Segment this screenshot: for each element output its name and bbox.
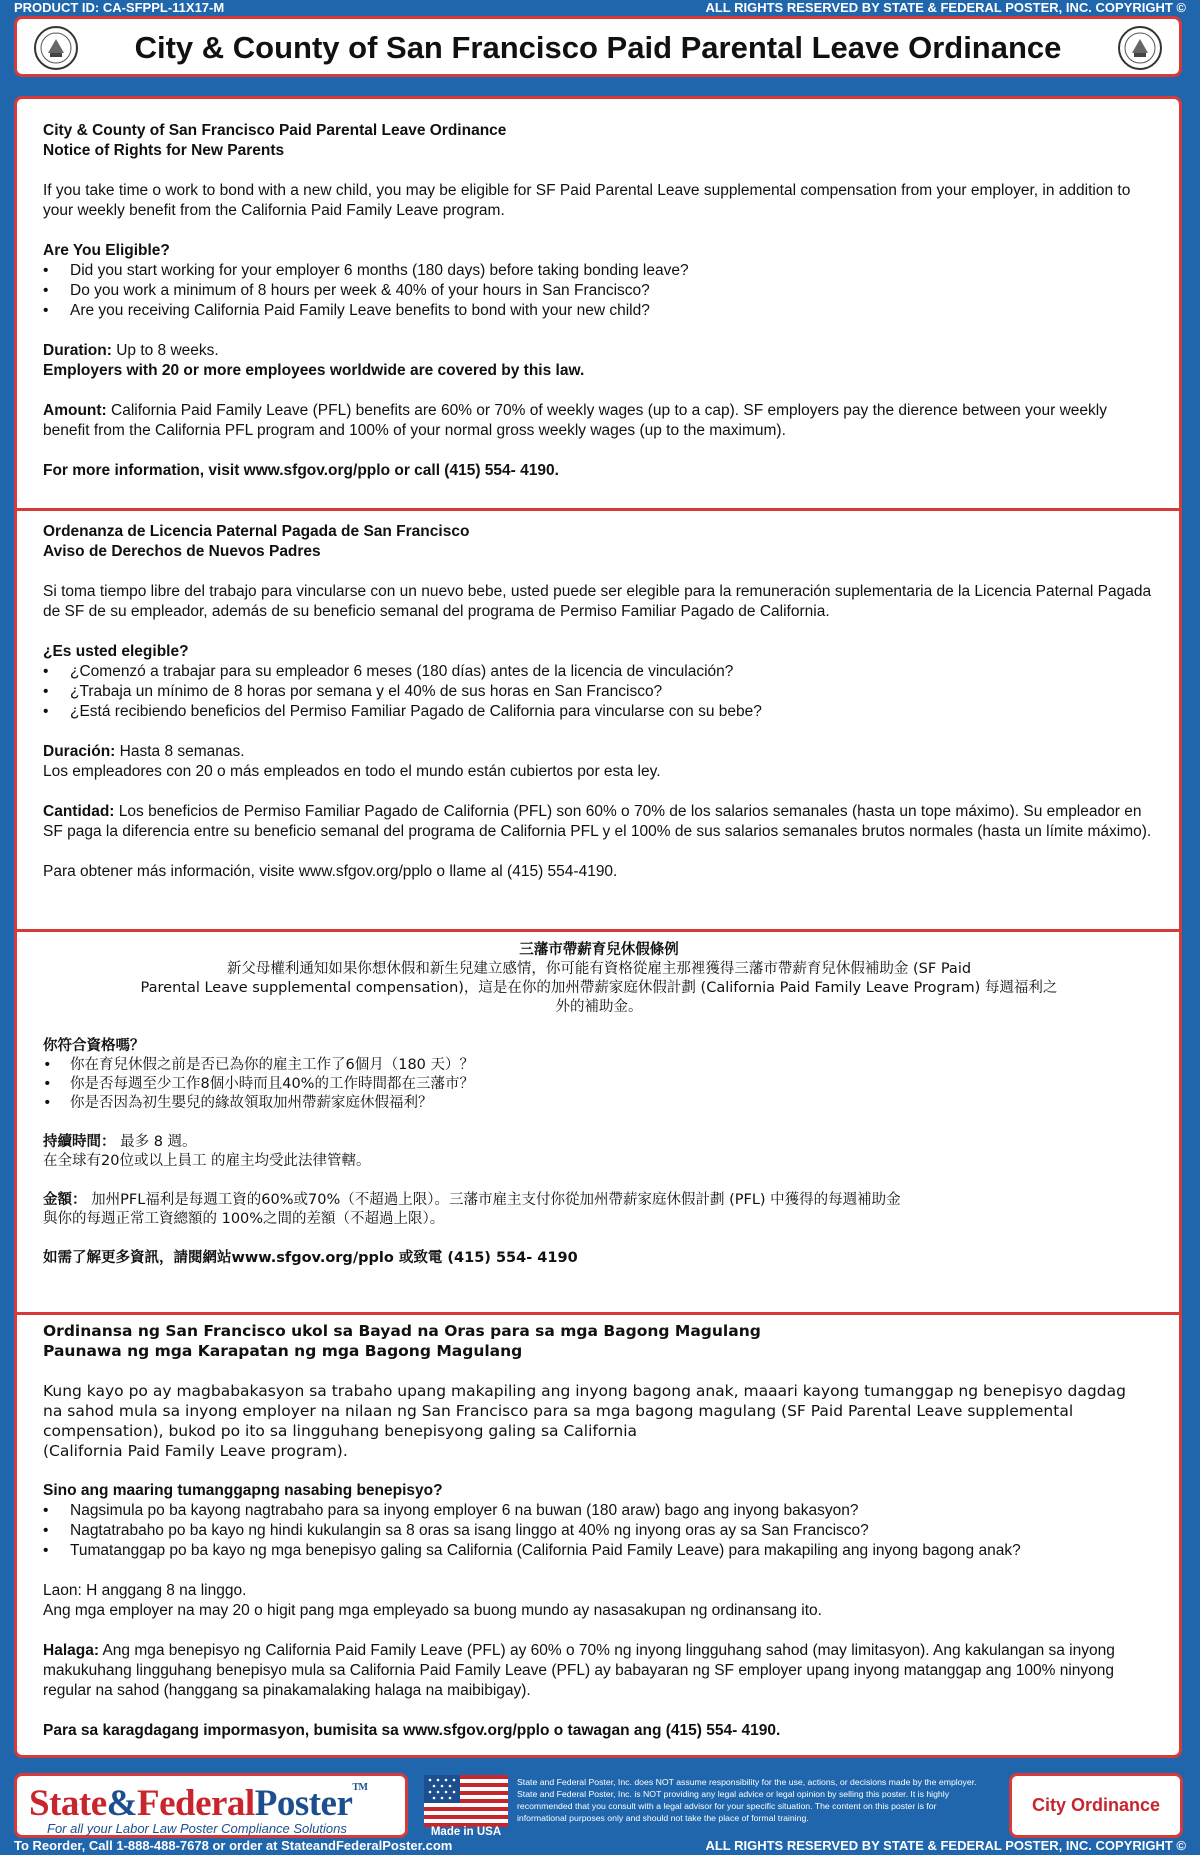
english-eligible-heading: Are You Eligible? bbox=[43, 242, 170, 259]
copyright-bottom: ALL RIGHTS RESERVED BY STATE & FEDERAL POSTER, INC. COPYRIGHT © bbox=[705, 1838, 1186, 1853]
spanish-eligibility-list bbox=[43, 662, 1155, 722]
disclaimer-text: State and Federal Poster, Inc. does NOT assume responsibility for the use, actions, or decisions made by the employer. State and Federal Poster, Inc. is NOT providing any legal advice or legal opinion by selling this poster. It is highly recommended that you consult with a legal advisor for your specific situation. The content on this poster is for informational purposes only and should not take the place of formal training. bbox=[517, 1777, 977, 1823]
category-badge bbox=[1009, 1773, 1183, 1838]
spanish-intro: Si toma tiempo libre del trabajo para vincularse con un nuevo bebe, usted puede ser elegible para la remuneración suplementaria de la Licencia Paternal Pagada de SF de su empleador, además de su beneficio semanal del programa de Permiso Familiar Pagado de California. bbox=[43, 583, 1152, 620]
list-item: • Nagtatrabaho po ba kayo ng hindi kukulangin sa 8 oras sa isang linggo at 40% ng inyong oras ay sa San Francisco? bbox=[43, 1521, 1155, 1541]
spanish-amount: Cantidad: Los beneficios de Permiso Familiar Pagado de California (PFL) son 60% o 70% de los salarios semanales (hasta un tope máximo). Su empleador en SF paga la diferencia entre su beneficio semanal del programa de California PFL y el 100% de sus salarios semanales brutos normales (hasta un límite máximo). bbox=[43, 803, 1152, 840]
english-employers: Employers with 20 or more employees worldwide are covered by this law. bbox=[43, 362, 585, 379]
chinese-heading: 三藩市帶薪育兒休假條例 bbox=[519, 942, 679, 958]
us-flag-icon bbox=[424, 1775, 508, 1827]
english-subheading: Notice of Rights for New Parents bbox=[43, 142, 285, 159]
city-seal-icon bbox=[1117, 25, 1163, 71]
top-bar bbox=[0, 0, 1200, 16]
list-item: • 你是否因為初生嬰兒的緣故領取加州帶薪家庭休假福利？ bbox=[43, 1094, 1155, 1113]
spanish-section bbox=[17, 522, 1179, 882]
chinese-eligible-heading: 你符合資格嗎？ bbox=[43, 1038, 145, 1054]
section-divider bbox=[17, 1312, 1179, 1315]
title-banner bbox=[14, 16, 1182, 77]
section-divider bbox=[17, 508, 1179, 511]
reorder-info: To Reorder, Call 1-888-488-7678 or order at StateandFederalPoster.com bbox=[14, 1838, 453, 1853]
chinese-amount: 金額： 加州PFL福利是每週工資的60%或70%（不超過上限）。三藩市雇主支付你從加州帶薪家庭休假計劃 (PFL) 中獲得的每週補助金 bbox=[43, 1192, 901, 1208]
section-divider bbox=[17, 929, 1179, 932]
tagalog-intro-line: na sahod mula sa inyong employer na nilaan ng San Francisco para sa mga bagong magulang (SF Paid Parental Leave supplemental bbox=[43, 1402, 1074, 1420]
notice-content bbox=[14, 96, 1182, 1758]
english-heading: City & County of San Francisco Paid Parental Leave Ordinance bbox=[43, 122, 507, 139]
list-item: • Are you receiving California Paid Family Leave benefits to bond with your new child? bbox=[43, 301, 1155, 321]
english-duration: Duration: Up to 8 weeks. bbox=[43, 342, 219, 359]
logo-wordmark: State&FederalPoster™ bbox=[29, 1782, 368, 1824]
chinese-section bbox=[17, 941, 1179, 1268]
english-more-info: For more information, visit www.sfgov.org/pplo or call (415) 554- 4190. bbox=[43, 462, 559, 479]
tagalog-intro-line: (California Paid Family Leave program). bbox=[43, 1442, 348, 1460]
list-item: • ¿Está recibiendo beneficios del Permiso Familiar Pagado de California para vincularse con su bebe? bbox=[43, 702, 1155, 722]
category-label: City Ordinance bbox=[1031, 1795, 1161, 1815]
tagalog-duration: Laon: H anggang 8 na linggo. bbox=[43, 1582, 247, 1599]
page-title: City & County of San Francisco Paid Parental Leave Ordinance bbox=[134, 30, 1062, 65]
tagalog-intro-line: Kung kayo po ay magbabakasyon sa trabaho upang makapiling ang inyong bagong anak, maaari kayong tumanggap ng benepisyo dagdag bbox=[43, 1382, 1126, 1400]
tagalog-section bbox=[17, 1321, 1179, 1741]
list-item: • Tumatanggap po ba kayo ng mga benepisyo galing sa California (California Paid Family Leave) para makapiling ang inyong bagong anak? bbox=[43, 1541, 1155, 1561]
product-id: PRODUCT ID: CA-SFPPL-11X17-M bbox=[14, 0, 225, 15]
tagalog-more-info: Para sa karagdagang impormasyon, bumisita sa www.sfgov.org/pplo o tawagan ang (415) 554- 4190. bbox=[43, 1722, 781, 1739]
made-in-usa-label: Made in USA bbox=[430, 1826, 502, 1838]
spanish-eligible-heading: ¿Es usted elegible? bbox=[43, 643, 189, 660]
chinese-intro-line: Parental Leave supplemental compensation)，這是在你的加州帶薪家庭休假計劃 (California Paid Family Leave Program) 每週福利之 bbox=[140, 980, 1058, 996]
list-item: • Do you work a minimum of 8 hours per week & 40% of your hours in San Francisco? bbox=[43, 281, 1155, 301]
spanish-duration: Duración: Hasta 8 semanas. bbox=[43, 743, 245, 760]
tagalog-eligible-heading: Sino ang maaring tumanggapng nasabing benepisyo? bbox=[43, 1482, 443, 1499]
english-amount: Amount: California Paid Family Leave (PFL) benefits are 60% or 70% of weekly wages (up to a cap). SF employers pay the dierence between your weekly benefit from the California PFL program and 100% of your normal gross weekly wages (up to the maximum). bbox=[43, 402, 1107, 439]
company-logo bbox=[14, 1773, 408, 1838]
tagalog-subheading: Paunawa ng mga Karapatan ng mga Bagong Magulang bbox=[43, 1342, 523, 1360]
list-item: • Nagsimula po ba kayong nagtrabaho para sa inyong employer 6 na buwan (180 araw) bago ang inyong bakasyon? bbox=[43, 1501, 1155, 1521]
english-eligibility-list bbox=[43, 261, 1155, 321]
spanish-subheading: Aviso de Derechos de Nuevos Padres bbox=[43, 543, 321, 560]
spanish-employers: Los empleadores con 20 o más empleados en todo el mundo están cubiertos por esta ley. bbox=[43, 763, 661, 780]
chinese-more-info: 如需了解更多資訊，請閱網站www.sfgov.org/pplo 或致電 (415) 554- 4190 bbox=[43, 1250, 578, 1266]
bottom-bar bbox=[0, 1838, 1200, 1854]
spanish-heading: Ordenanza de Licencia Paternal Pagada de San Francisco bbox=[43, 523, 470, 540]
chinese-amount-line: 與你的每週正常工資總額的 100%之間的差額（不超過上限）。 bbox=[43, 1211, 445, 1227]
tagalog-heading: Ordinansa ng San Francisco ukol sa Bayad na Oras para sa mga Bagong Magulang bbox=[43, 1322, 761, 1340]
list-item: • ¿Comenzó a trabajar para su empleador 6 meses (180 días) antes de la licencia de vinculación? bbox=[43, 662, 1155, 682]
chinese-duration: 持續時間： 最多 8 週。 bbox=[43, 1134, 197, 1150]
chinese-intro-line: 新父母權利通知如果你想休假和新生兒建立感情，你可能有資格從雇主那裡獲得三藩市帶薪育兒休假補助金 (SF Paid bbox=[226, 961, 972, 977]
list-item: • 你在育兒休假之前是否已為你的雇主工作了6個月（180 天）？ bbox=[43, 1056, 1155, 1075]
tagalog-amount: Halaga: Ang mga benepisyo ng California Paid Family Leave (PFL) ay 60% o 70% ng inyong lingguhang sahod (may limitasyon). Ang kakulangan sa inyong makukuhang lingguhang benepisyo mula sa California Paid Family Leave (PFL) ay babayaran ng SF employer upang inyong matanggap ang 100% ninyong regular na sahod (hanggang sa pinakamalaking halaga na maibibigay). bbox=[43, 1642, 1115, 1699]
english-intro: If you take time o work to bond with a new child, you may be eligible for SF Paid Parental Leave supplemental compensation from your employer, in addition to your weekly benefit from the California Paid Family Leave program. bbox=[43, 182, 1131, 219]
list-item: • ¿Trabaja un mínimo de 8 horas por semana y el 40% de sus horas en San Francisco? bbox=[43, 682, 1155, 702]
logo-tagline: For all your Labor Law Poster Compliance Solutions bbox=[47, 1821, 347, 1836]
tagalog-intro-line: compensation), bukod po ito sa lingguhang benepisyong galing sa California bbox=[43, 1422, 638, 1440]
tagalog-employers: Ang mga employer na may 20 o higit pang mga empleyado sa buong mundo ay nasasakupan ng ordinansang ito. bbox=[43, 1602, 822, 1619]
chinese-eligibility-list bbox=[43, 1056, 1155, 1113]
chinese-employers: 在全球有20位或以上員工 的雇主均受此法律管轄。 bbox=[43, 1153, 371, 1169]
tagalog-eligibility-list bbox=[43, 1501, 1155, 1561]
copyright-top: ALL RIGHTS RESERVED BY STATE & FEDERAL POSTER, INC. COPYRIGHT © bbox=[705, 0, 1186, 15]
spanish-more-info: Para obtener más información, visite www.sfgov.org/pplo o llame al (415) 554-4190. bbox=[43, 863, 618, 880]
chinese-intro-line: 外的補助金。 bbox=[555, 999, 643, 1015]
list-item: • 你是否每週至少工作8個小時而且40%的工作時間都在三藩市？ bbox=[43, 1075, 1155, 1094]
list-item: • Did you start working for your employer 6 months (180 days) before taking bonding leave? bbox=[43, 261, 1155, 281]
english-section bbox=[17, 121, 1179, 481]
